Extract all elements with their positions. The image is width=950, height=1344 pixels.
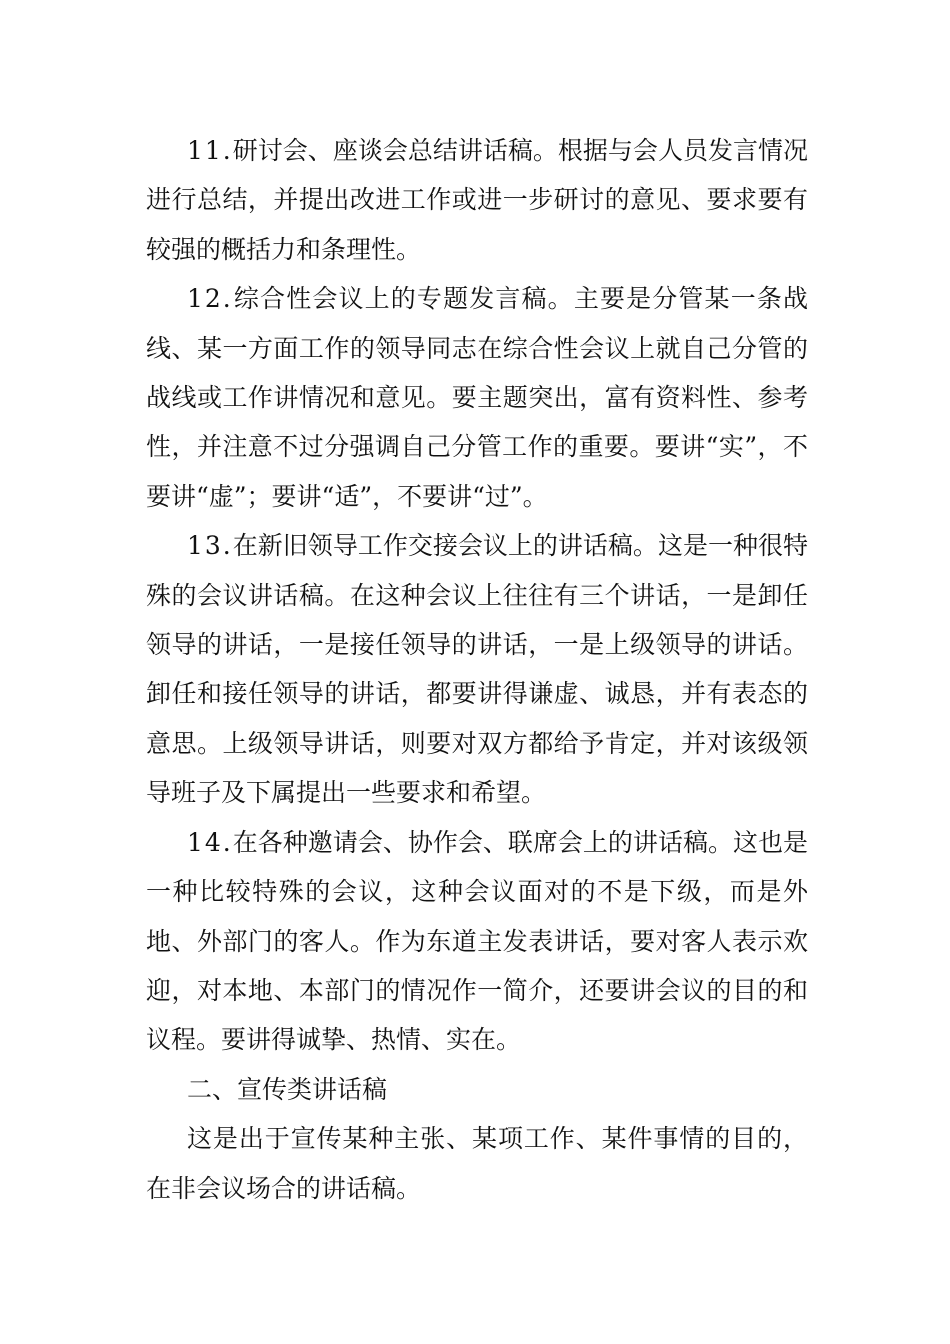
paragraph-11 bbox=[146, 126, 808, 274]
paragraph-12 bbox=[146, 274, 808, 521]
section-heading: 二、宣传类讲话稿 bbox=[187, 1074, 388, 1104]
paragraph-13 bbox=[146, 521, 808, 817]
document-body bbox=[146, 126, 808, 1213]
paragraph-number: 13. bbox=[187, 531, 233, 561]
paragraph-text: 在新旧领导工作交接会议上的讲话稿。这是一种很特殊的会议讲话稿。在这种会议上往往有三个讲话，一是卸任领导的讲话，一是接任领导的讲话，一是上级领导的讲话。卸任和接任领导的讲话，都要讲得谦虚、诚恳，并有表态的意思。上级领导讲话，则要对双方都给予肯定，并对该级领导班子及下属提出一些要求和希望。 bbox=[146, 531, 808, 808]
paragraph-text: 在各种邀请会、协作会、联席会上的讲话稿。这也是一种比较特殊的会议，这种会议面对的不是下级，而是外地、外部门的客人。作为东道主发表讲话，要对客人表示欢迎，对本地、本部门的情况作一简介，还要讲会议的目的和议程。要讲得诚挚、热情、实在。 bbox=[146, 827, 808, 1055]
paragraph-number: 12. bbox=[187, 284, 233, 314]
paragraph-text: 研讨会、座谈会总结讲话稿。根据与会人员发言情况进行总结，并提出改进工作或进一步研讨的意见、要求要有较强的概括力和条理性。 bbox=[146, 136, 808, 264]
paragraph-number: 11. bbox=[187, 136, 233, 165]
paragraph-text: 综合性会议上的专题发言稿。主要是分管某一条战线、某一方面工作的领导同志在综合性会议上就自己分管的战线或工作讲情况和意见。要主题突出，富有资料性、参考性，并注意不过分强调自己分管工作的重要。要讲“实”，不要讲“虚”；要讲“适”，不要讲“过”。 bbox=[146, 284, 808, 511]
section-paragraph: 这是出于宣传某种主张、某项工作、某件事情的目的，在非会议场合的讲话稿。 bbox=[146, 1124, 808, 1203]
paragraph-14 bbox=[146, 818, 808, 1065]
paragraph-number: 14. bbox=[187, 827, 233, 857]
